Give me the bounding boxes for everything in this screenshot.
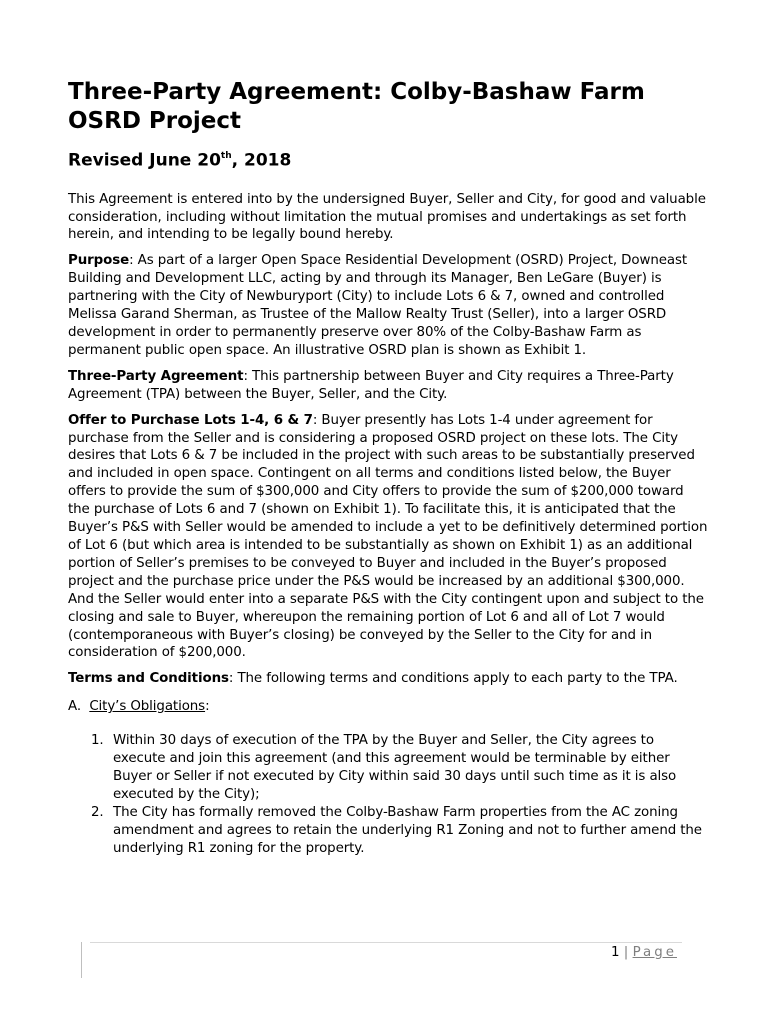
- page-number: 1: [611, 945, 620, 960]
- document-page: [68, 78, 708, 857]
- section-a-heading: A. City’s Obligations:: [68, 699, 210, 715]
- section-a-title: City’s Obligations: [89, 699, 206, 715]
- offer-label: Offer to Purchase Lots 1-4, 6 & 7: [68, 412, 313, 428]
- page-footer: 1 | Page: [611, 945, 677, 960]
- title-line-1: Three-Party Agreement: Colby-Bashaw Farm: [68, 79, 645, 105]
- document-title: [68, 78, 708, 136]
- city-obligations-list: [68, 732, 708, 857]
- purpose-paragraph: Purpose: As part of a larger Open Space Residential Development (OSRD) Project, Downeast Building and Development LLC, acting by and through its Manager, Ben LeGare (Buyer) is partnering with the City of Newburyport (City) to include Lots 6 & 7, owned and controlled Melissa Garand Sherman, as Trustee of the Mallow Realty Trust (Seller), into a larger OSRD development in order to permanently preserve over 80% of the Colby-Bashaw Farm as permanent public open space. An illustrative OSRD plan is shown as Exhibit 1.: [68, 253, 687, 358]
- tpa-label: Three-Party Agreement: [68, 368, 244, 384]
- page-label: Page: [632, 945, 677, 960]
- footer-margin-line: [81, 942, 82, 978]
- footer-divider: [90, 942, 682, 943]
- terms-paragraph: Terms and Conditions: The following terms and conditions apply to each party to the TPA.: [68, 671, 678, 687]
- tpa-paragraph: Three-Party Agreement: This partnership between Buyer and City requires a Three-Party Agreement (TPA) between the Buyer, Seller, and the City.: [68, 368, 674, 402]
- list-item: 2. The City has formally removed the Colby-Bashaw Farm properties from the AC zoning amendment and agrees to retain the underlying R1 Zoning and not to further amend the underlying R1 zoning for the property.: [91, 804, 702, 856]
- terms-label: Terms and Conditions: [68, 671, 229, 687]
- revised-date: Revised June 20th, 2018: [68, 150, 292, 171]
- list-item: 1. Within 30 days of execution of the TPA by the Buyer and Seller, the City agrees to execute and join this agreement (and this agreement would be terminable by either Buyer or Seller if not executed by City within said 30 days until such time as it is also executed by the City);: [91, 733, 677, 802]
- intro-paragraph: This Agreement is entered into by the undersigned Buyer, Seller and City, for good and valuable consideration, including without limitation the mutual promises and undertakings as set forth herein, and intending to be legally bound hereby.: [68, 191, 706, 243]
- offer-paragraph: Offer to Purchase Lots 1-4, 6 & 7: Buyer presently has Lots 1-4 under agreement for purchase from the Seller and is considering a proposed OSRD project on these lots. The City desires that Lots 6 & 7 be included in the project with such areas to be substantially preserved and included in open space. Contingent on all terms and conditions listed below, the Buyer offers to provide the sum of $300,000 and City offers to provide the sum of $200,000 toward the purchase of Lots 6 and 7 (shown on Exhibit 1). To facilitate this, it is anticipated that the Buyer’s P&S with Seller would be amended to include a yet to be definitively determined portion of Lot 6 (but which area is intended to be substantially as shown on Exhibit 1) as an additional portion of Seller’s premises to be conveyed to Buyer and included in the Buyer’s proposed project and the purchase price under the P&S would be increased by an additional $300,000. And the Seller would enter into a separate P&S with the City contingent upon and subject to the closing and sale to Buyer, whereupon the remaining portion of Lot 6 and all of Lot 7 would (contemporaneous with Buyer’s closing) be conveyed by the Seller to the City for and in consideration of $200,000.: [68, 412, 708, 661]
- purpose-label: Purpose: [68, 253, 130, 269]
- title-line-2: OSRD Project: [68, 108, 242, 134]
